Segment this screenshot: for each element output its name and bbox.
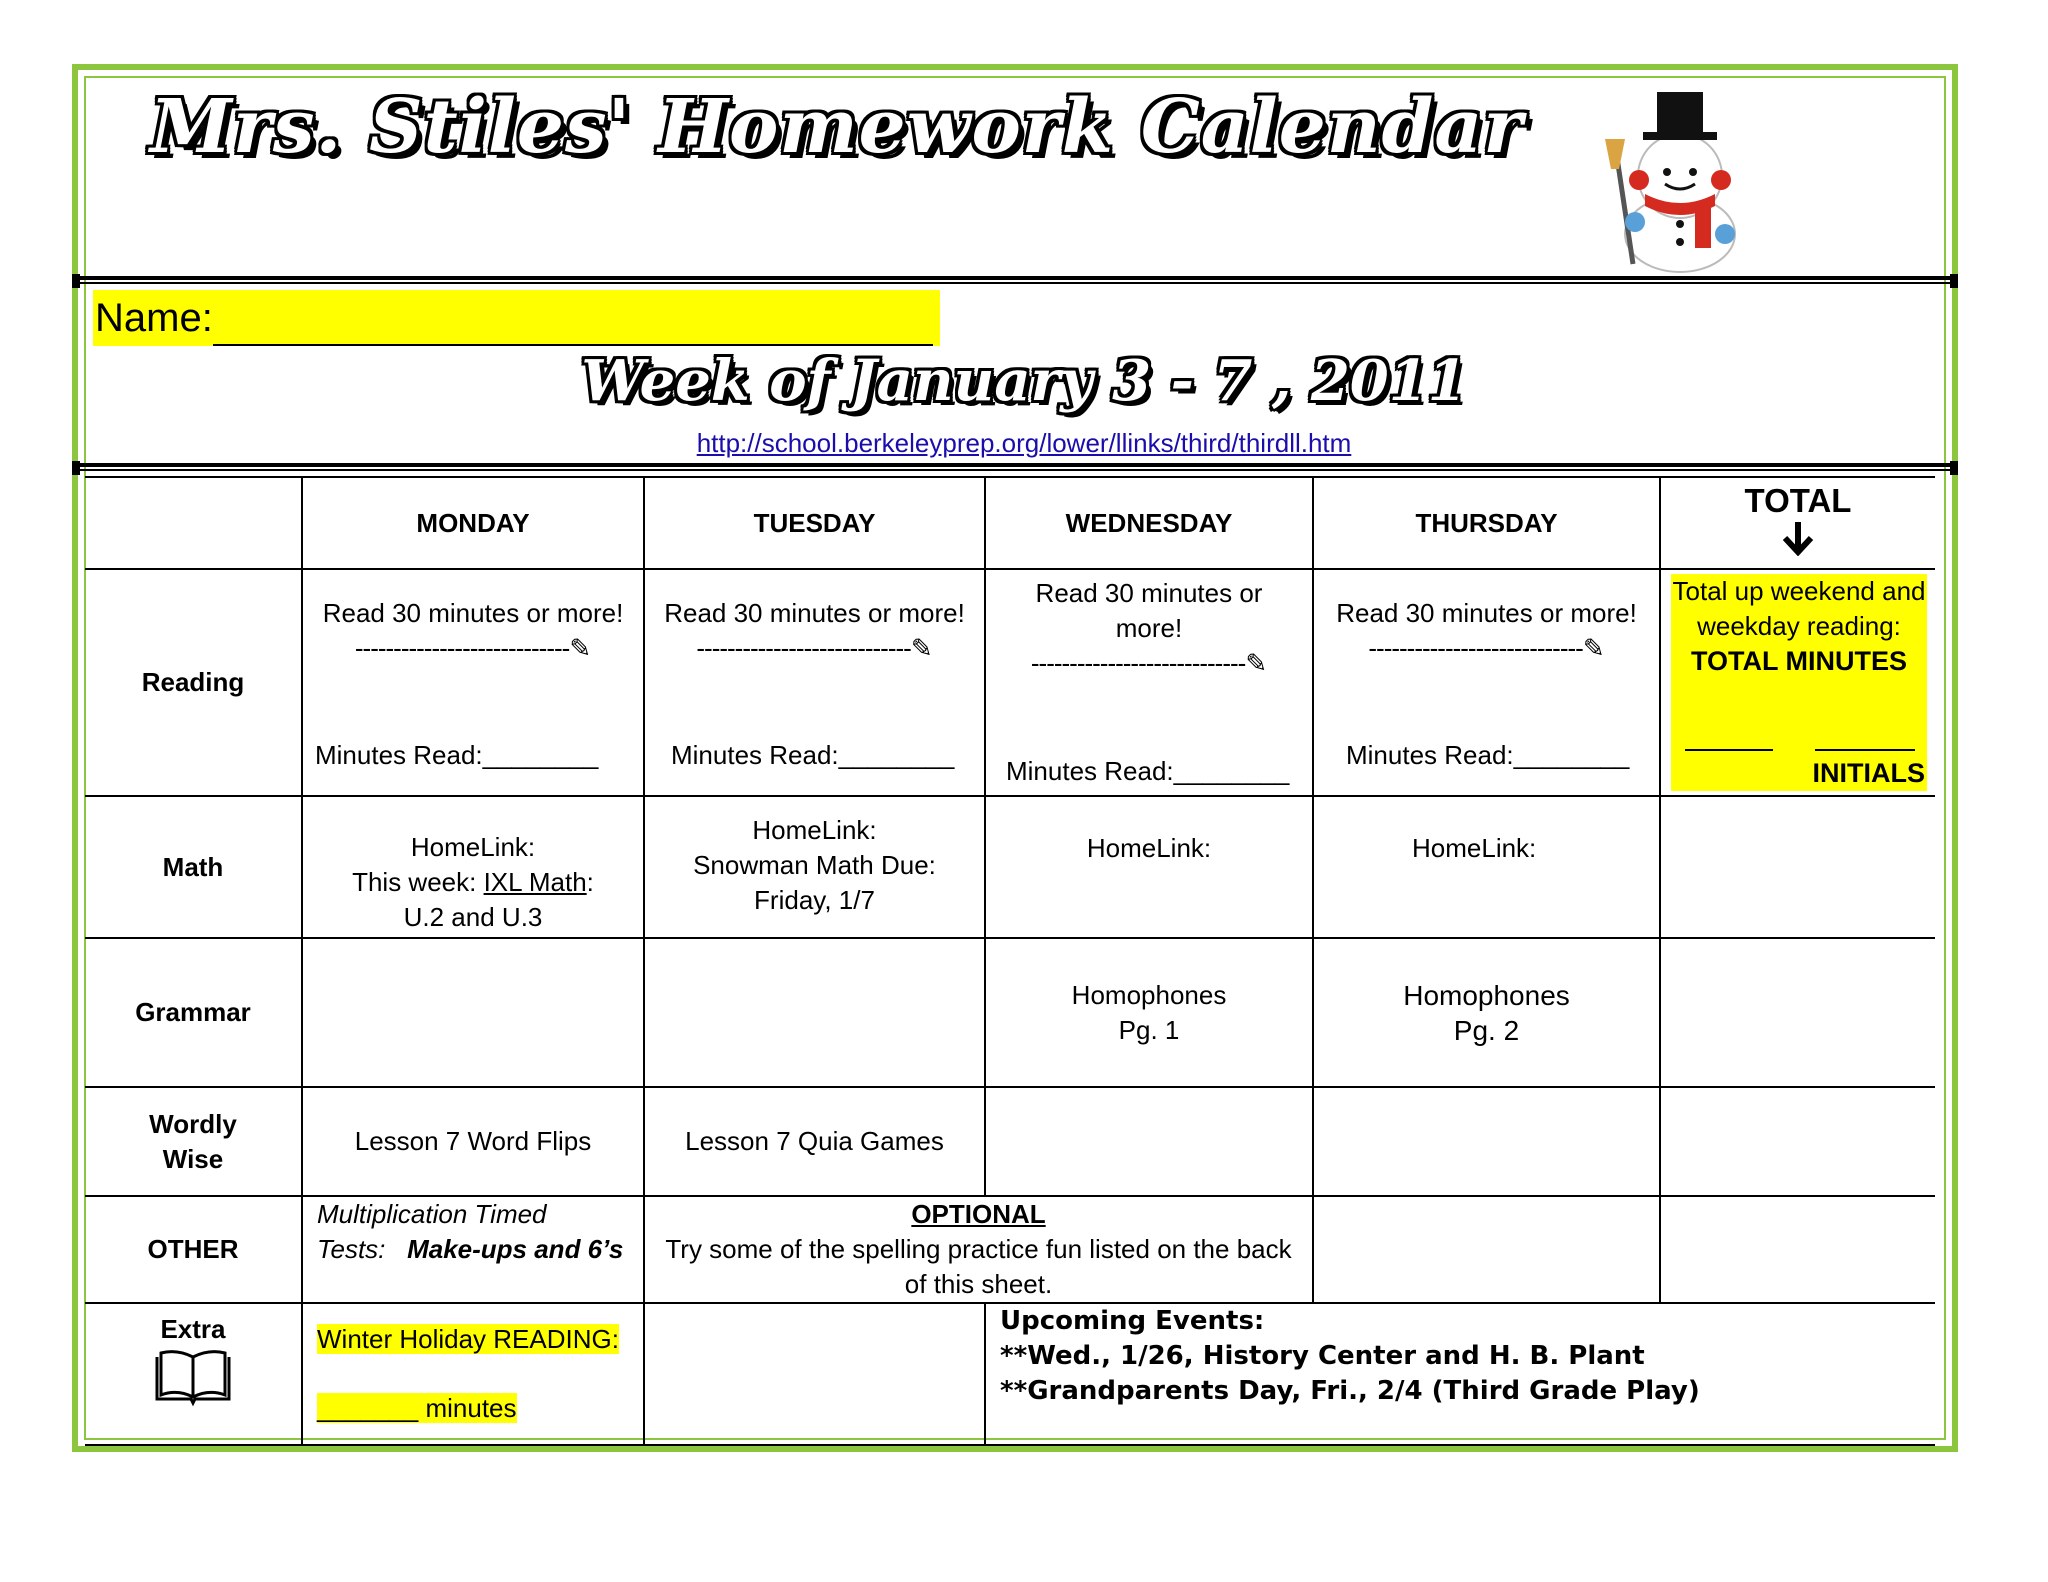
upcoming-events: Upcoming Events: **Wed., 1/26, History Center and H. B. Plant **Grandparents Day, Fri., 2/4 (Third Grade Play): [985, 1303, 1935, 1445]
pencil-icon: ✎: [1245, 648, 1268, 678]
header-monday: MONDAY: [302, 477, 644, 569]
wordly-wise-wednesday: [985, 1087, 1313, 1196]
reading-thursday: Read 30 minutes or more! ----------------------------✎ Minutes Read:________: [1313, 569, 1660, 796]
math-tuesday: HomeLink: Snowman Math Due: Friday, 1/7: [644, 796, 985, 938]
other-optional: OPTIONAL Try some of the spelling practice fun listed on the back of this sheet.: [644, 1196, 1313, 1303]
row-label-math: Math: [85, 796, 302, 938]
reading-tuesday: Read 30 minutes or more! ----------------------------✎ Minutes Read:________: [644, 569, 985, 796]
grammar-monday: [302, 938, 644, 1087]
other-monday: Multiplication Timed Tests: Make-ups and 6’s: [302, 1196, 644, 1303]
minutes-read-field[interactable]: Minutes Read:________: [315, 740, 599, 770]
snowman-icon: [1575, 84, 1775, 274]
math-wednesday: HomeLink:: [985, 796, 1313, 938]
book-icon: [153, 1347, 233, 1407]
minutes-read-field[interactable]: Minutes Read:________: [1346, 740, 1630, 770]
wordly-wise-total: [1660, 1087, 1935, 1196]
row-label-extra: Extra: [85, 1303, 302, 1445]
other-thursday: [1313, 1196, 1660, 1303]
header-wednesday: WEDNESDAY: [985, 477, 1313, 569]
reading-wednesday: Read 30 minutes or more! ----------------------------✎ Minutes Read:________: [985, 569, 1313, 796]
resource-link[interactable]: http://school.berkeleyprep.org/lower/llinks/third/thirdll.htm: [696, 428, 1352, 458]
calendar-title: Mrs. Stiles' Homework Calendar: [150, 84, 1524, 170]
row-label-wordly-wise: Wordly Wise: [85, 1087, 302, 1196]
wordly-wise-thursday: [1313, 1087, 1660, 1196]
grammar-thursday: Homophones Pg. 2: [1313, 938, 1660, 1087]
extra-monday: Winter Holiday READING: _______ minutes: [302, 1303, 644, 1445]
name-field[interactable]: Name:: [93, 290, 940, 346]
pencil-icon: ✎: [1582, 633, 1605, 663]
wordly-wise-tuesday: Lesson 7 Quia Games: [644, 1087, 985, 1196]
math-thursday: HomeLink:: [1313, 796, 1660, 938]
corner-cell: [85, 477, 302, 569]
top-divider: [72, 276, 1958, 284]
header-tuesday: TUESDAY: [644, 477, 985, 569]
minutes-field[interactable]: _______ minutes: [317, 1393, 517, 1423]
week-heading: Week of January 3 - 7 , 2011: [581, 348, 1467, 414]
pencil-icon: ✎: [569, 633, 592, 663]
row-label-reading: Reading: [85, 569, 302, 796]
grammar-total: [1660, 938, 1935, 1087]
down-arrow-icon: [1781, 520, 1815, 556]
wordly-wise-monday: Lesson 7 Word Flips: [302, 1087, 644, 1196]
grammar-wednesday: Homophones Pg. 1: [985, 938, 1313, 1087]
pencil-icon: ✎: [910, 633, 933, 663]
row-label-other: OTHER: [85, 1196, 302, 1303]
initials-label: INITIALS: [1812, 758, 1925, 788]
grammar-tuesday: [644, 938, 985, 1087]
row-label-grammar: Grammar: [85, 938, 302, 1087]
grid-divider: [72, 463, 1958, 471]
header-thursday: THURSDAY: [1313, 477, 1660, 569]
homework-grid: [85, 476, 1935, 1446]
extra-tuesday: [644, 1303, 985, 1445]
minutes-read-field[interactable]: Minutes Read:________: [671, 740, 955, 770]
other-total: [1660, 1196, 1935, 1303]
minutes-read-field[interactable]: Minutes Read:________: [1006, 756, 1290, 786]
math-monday: HomeLink: This week: IXL Math: U.2 and U.3: [302, 796, 644, 938]
math-total: [1660, 796, 1935, 938]
header-total: TOTAL: [1660, 477, 1935, 569]
reading-monday: Read 30 minutes or more! ----------------------------✎ Minutes Read:________: [302, 569, 644, 796]
reading-total: Total up weekend and weekday reading: TOTAL MINUTES INITIALS: [1660, 569, 1935, 796]
